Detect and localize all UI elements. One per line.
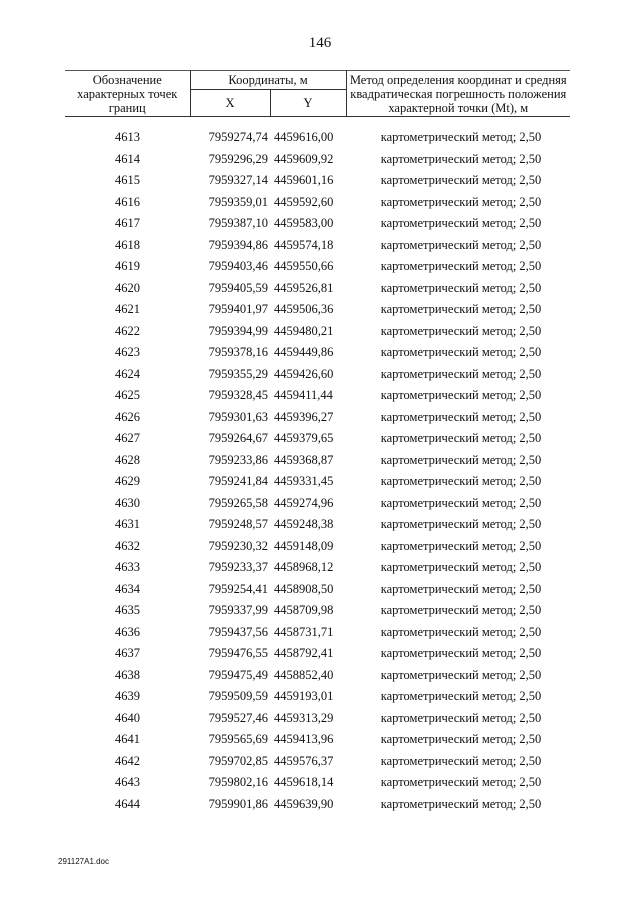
y-coordinate-cell: 4459574,18 [274, 237, 334, 252]
header-y: Y [270, 90, 346, 117]
method-cell: картометрический метод; 2,50 [380, 173, 542, 188]
y-coordinate-cell: 4458968,12 [274, 560, 334, 575]
point-id-cell: 4633 [115, 560, 140, 575]
method-cell: картометрический метод; 2,50 [380, 474, 542, 489]
y-coordinate-cell: 4459506,36 [274, 302, 334, 317]
table-row [65, 321, 570, 343]
point-id-cell: 4634 [115, 581, 140, 596]
x-coordinate-cell: 7959254,41 [208, 581, 268, 596]
y-coordinate-cell: 4459550,66 [274, 259, 334, 274]
method-cell: картометрический метод; 2,50 [380, 667, 542, 682]
y-coordinate-cell: 4458908,50 [274, 581, 334, 596]
point-id-cell: 4636 [115, 624, 140, 639]
y-coordinate-cell: 4458709,98 [274, 603, 334, 618]
table-row [65, 471, 570, 493]
table-row [65, 278, 570, 300]
x-coordinate-cell: 7959241,84 [208, 474, 268, 489]
y-coordinate-cell: 4459331,45 [274, 474, 334, 489]
point-id-cell: 4624 [115, 366, 140, 381]
table-row [65, 665, 570, 687]
table-header [65, 71, 570, 117]
method-cell: картометрический метод; 2,50 [380, 646, 542, 661]
table-row [65, 557, 570, 579]
x-coordinate-cell: 7959337,99 [208, 603, 268, 618]
method-cell: картометрический метод; 2,50 [380, 624, 542, 639]
y-coordinate-cell: 4459480,21 [274, 323, 334, 338]
method-cell: картометрический метод; 2,50 [380, 302, 542, 317]
table-row [65, 643, 570, 665]
method-cell: картометрический метод; 2,50 [380, 732, 542, 747]
method-cell: картометрический метод; 2,50 [380, 151, 542, 166]
point-id-cell: 4630 [115, 495, 140, 510]
x-coordinate-cell: 7959394,86 [208, 237, 268, 252]
table-row [65, 149, 570, 171]
x-coordinate-cell: 7959274,74 [208, 130, 268, 145]
method-cell: картометрический метод; 2,50 [380, 495, 542, 510]
point-id-cell: 4638 [115, 667, 140, 682]
y-coordinate-cell: 4459576,37 [274, 753, 334, 768]
y-coordinate-cell: 4459609,92 [274, 151, 334, 166]
point-id-cell: 4619 [115, 259, 140, 274]
table-row [65, 407, 570, 429]
method-cell: картометрический метод; 2,50 [380, 452, 542, 467]
y-coordinate-cell: 4459413,96 [274, 732, 334, 747]
method-cell: картометрический метод; 2,50 [380, 345, 542, 360]
method-cell: картометрический метод; 2,50 [380, 538, 542, 553]
point-id-cell: 4627 [115, 431, 140, 446]
table-row [65, 751, 570, 773]
method-cell: картометрический метод; 2,50 [380, 366, 542, 381]
table-row [65, 235, 570, 257]
point-id-cell: 4618 [115, 237, 140, 252]
table-row [65, 600, 570, 622]
point-id-cell: 4628 [115, 452, 140, 467]
point-id-cell: 4622 [115, 323, 140, 338]
header-method: Метод определения координат и средняя квадратическая погрешность положения характерной точки (Mt), м [346, 71, 570, 117]
point-id-cell: 4639 [115, 689, 140, 704]
y-coordinate-cell: 4459449,86 [274, 345, 334, 360]
x-coordinate-cell: 7959264,67 [208, 431, 268, 446]
point-id-cell: 4625 [115, 388, 140, 403]
table-row [65, 579, 570, 601]
x-coordinate-cell: 7959355,29 [208, 366, 268, 381]
point-id-cell: 4616 [115, 194, 140, 209]
x-coordinate-cell: 7959475,49 [208, 667, 268, 682]
x-coordinate-cell: 7959394,99 [208, 323, 268, 338]
table-row [65, 450, 570, 472]
y-coordinate-cell: 4459411,44 [274, 388, 333, 403]
point-id-cell: 4629 [115, 474, 140, 489]
x-coordinate-cell: 7959296,29 [208, 151, 268, 166]
point-id-cell: 4641 [115, 732, 140, 747]
y-coordinate-cell: 4459592,60 [274, 194, 334, 209]
method-cell: картометрический метод; 2,50 [380, 581, 542, 596]
table-row [65, 342, 570, 364]
y-coordinate-cell: 4459616,00 [274, 130, 334, 145]
page-number: 146 [308, 35, 332, 51]
method-cell: картометрический метод; 2,50 [380, 409, 542, 424]
point-id-cell: 4621 [115, 302, 140, 317]
method-cell: картометрический метод; 2,50 [380, 560, 542, 575]
table-row [65, 794, 570, 816]
table-row [65, 213, 570, 235]
x-coordinate-cell: 7959702,85 [208, 753, 268, 768]
x-coordinate-cell: 7959565,69 [208, 732, 268, 747]
table-row [65, 256, 570, 278]
y-coordinate-cell: 4459396,27 [274, 409, 334, 424]
method-cell: картометрический метод; 2,50 [380, 259, 542, 274]
y-coordinate-cell: 4459148,09 [274, 538, 334, 553]
x-coordinate-cell: 7959476,55 [208, 646, 268, 661]
x-coordinate-cell: 7959233,37 [208, 560, 268, 575]
table-row [65, 428, 570, 450]
y-coordinate-cell: 4459639,90 [274, 796, 334, 811]
table-row [65, 729, 570, 751]
method-cell: картометрический метод; 2,50 [380, 753, 542, 768]
y-coordinate-cell: 4459313,29 [274, 710, 334, 725]
method-cell: картометрический метод; 2,50 [380, 603, 542, 618]
x-coordinate-cell: 7959509,59 [208, 689, 268, 704]
y-coordinate-cell: 4459601,16 [274, 173, 334, 188]
table-row [65, 127, 570, 149]
point-id-cell: 4623 [115, 345, 140, 360]
table-row [65, 385, 570, 407]
y-coordinate-cell: 4459274,96 [274, 495, 334, 510]
header-point-designation: Обозначение характерных точек границ [65, 71, 190, 117]
table-row [65, 536, 570, 558]
method-cell: картометрический метод; 2,50 [380, 323, 542, 338]
method-cell: картометрический метод; 2,50 [380, 689, 542, 704]
x-coordinate-cell: 7959901,86 [208, 796, 268, 811]
header-coordinates: Координаты, м [190, 71, 346, 90]
point-id-cell: 4617 [115, 216, 140, 231]
x-coordinate-cell: 7959359,01 [208, 194, 268, 209]
y-coordinate-cell: 4458792,41 [274, 646, 334, 661]
y-coordinate-cell: 4459526,81 [274, 280, 334, 295]
table-row [65, 686, 570, 708]
y-coordinate-cell: 4459368,87 [274, 452, 334, 467]
footer-document-name: 291127A1.doc [58, 857, 110, 866]
y-coordinate-cell: 4458731,71 [274, 624, 334, 639]
header-x: X [190, 90, 270, 117]
point-id-cell: 4631 [115, 517, 140, 532]
method-cell: картометрический метод; 2,50 [380, 216, 542, 231]
point-id-cell: 4613 [115, 130, 140, 145]
x-coordinate-cell: 7959327,14 [208, 173, 268, 188]
point-id-cell: 4632 [115, 538, 140, 553]
table-row [65, 364, 570, 386]
point-id-cell: 4644 [115, 796, 140, 811]
table-row [65, 170, 570, 192]
x-coordinate-cell: 7959378,16 [208, 345, 268, 360]
point-id-cell: 4640 [115, 710, 140, 725]
point-id-cell: 4615 [115, 173, 140, 188]
x-coordinate-cell: 7959248,57 [208, 517, 268, 532]
y-coordinate-cell: 4459583,00 [274, 216, 334, 231]
y-coordinate-cell: 4458852,40 [274, 667, 334, 682]
method-cell: картометрический метод; 2,50 [380, 710, 542, 725]
x-coordinate-cell: 7959328,45 [208, 388, 268, 403]
method-cell: картометрический метод; 2,50 [380, 796, 542, 811]
table-row [65, 514, 570, 536]
x-coordinate-cell: 7959401,97 [208, 302, 268, 317]
table-row [65, 299, 570, 321]
method-cell: картометрический метод; 2,50 [380, 237, 542, 252]
table-row [65, 772, 570, 794]
table-row [65, 192, 570, 214]
point-id-cell: 4620 [115, 280, 140, 295]
x-coordinate-cell: 7959387,10 [208, 216, 268, 231]
table-row [65, 493, 570, 515]
coordinates-table [65, 70, 570, 815]
y-coordinate-cell: 4459248,38 [274, 517, 334, 532]
table-body [65, 117, 570, 816]
point-id-cell: 4626 [115, 409, 140, 424]
method-cell: картометрический метод; 2,50 [380, 431, 542, 446]
x-coordinate-cell: 7959233,86 [208, 452, 268, 467]
point-id-cell: 4643 [115, 775, 140, 790]
point-id-cell: 4635 [115, 603, 140, 618]
method-cell: картометрический метод; 2,50 [380, 388, 542, 403]
table-row [65, 622, 570, 644]
method-cell: картометрический метод; 2,50 [380, 130, 542, 145]
table-row [65, 708, 570, 730]
point-id-cell: 4614 [115, 151, 140, 166]
point-id-cell: 4642 [115, 753, 140, 768]
point-id-cell: 4637 [115, 646, 140, 661]
method-cell: картометрический метод; 2,50 [380, 775, 542, 790]
x-coordinate-cell: 7959405,59 [208, 280, 268, 295]
x-coordinate-cell: 7959437,56 [208, 624, 268, 639]
x-coordinate-cell: 7959802,16 [208, 775, 268, 790]
x-coordinate-cell: 7959301,63 [208, 409, 268, 424]
y-coordinate-cell: 4459618,14 [274, 775, 334, 790]
y-coordinate-cell: 4459193,01 [274, 689, 334, 704]
y-coordinate-cell: 4459379,65 [274, 431, 334, 446]
y-coordinate-cell: 4459426,60 [274, 366, 334, 381]
method-cell: картометрический метод; 2,50 [380, 194, 542, 209]
x-coordinate-cell: 7959230,32 [208, 538, 268, 553]
method-cell: картометрический метод; 2,50 [380, 280, 542, 295]
x-coordinate-cell: 7959527,46 [208, 710, 268, 725]
method-cell: картометрический метод; 2,50 [380, 517, 542, 532]
x-coordinate-cell: 7959403,46 [208, 259, 268, 274]
x-coordinate-cell: 7959265,58 [208, 495, 268, 510]
